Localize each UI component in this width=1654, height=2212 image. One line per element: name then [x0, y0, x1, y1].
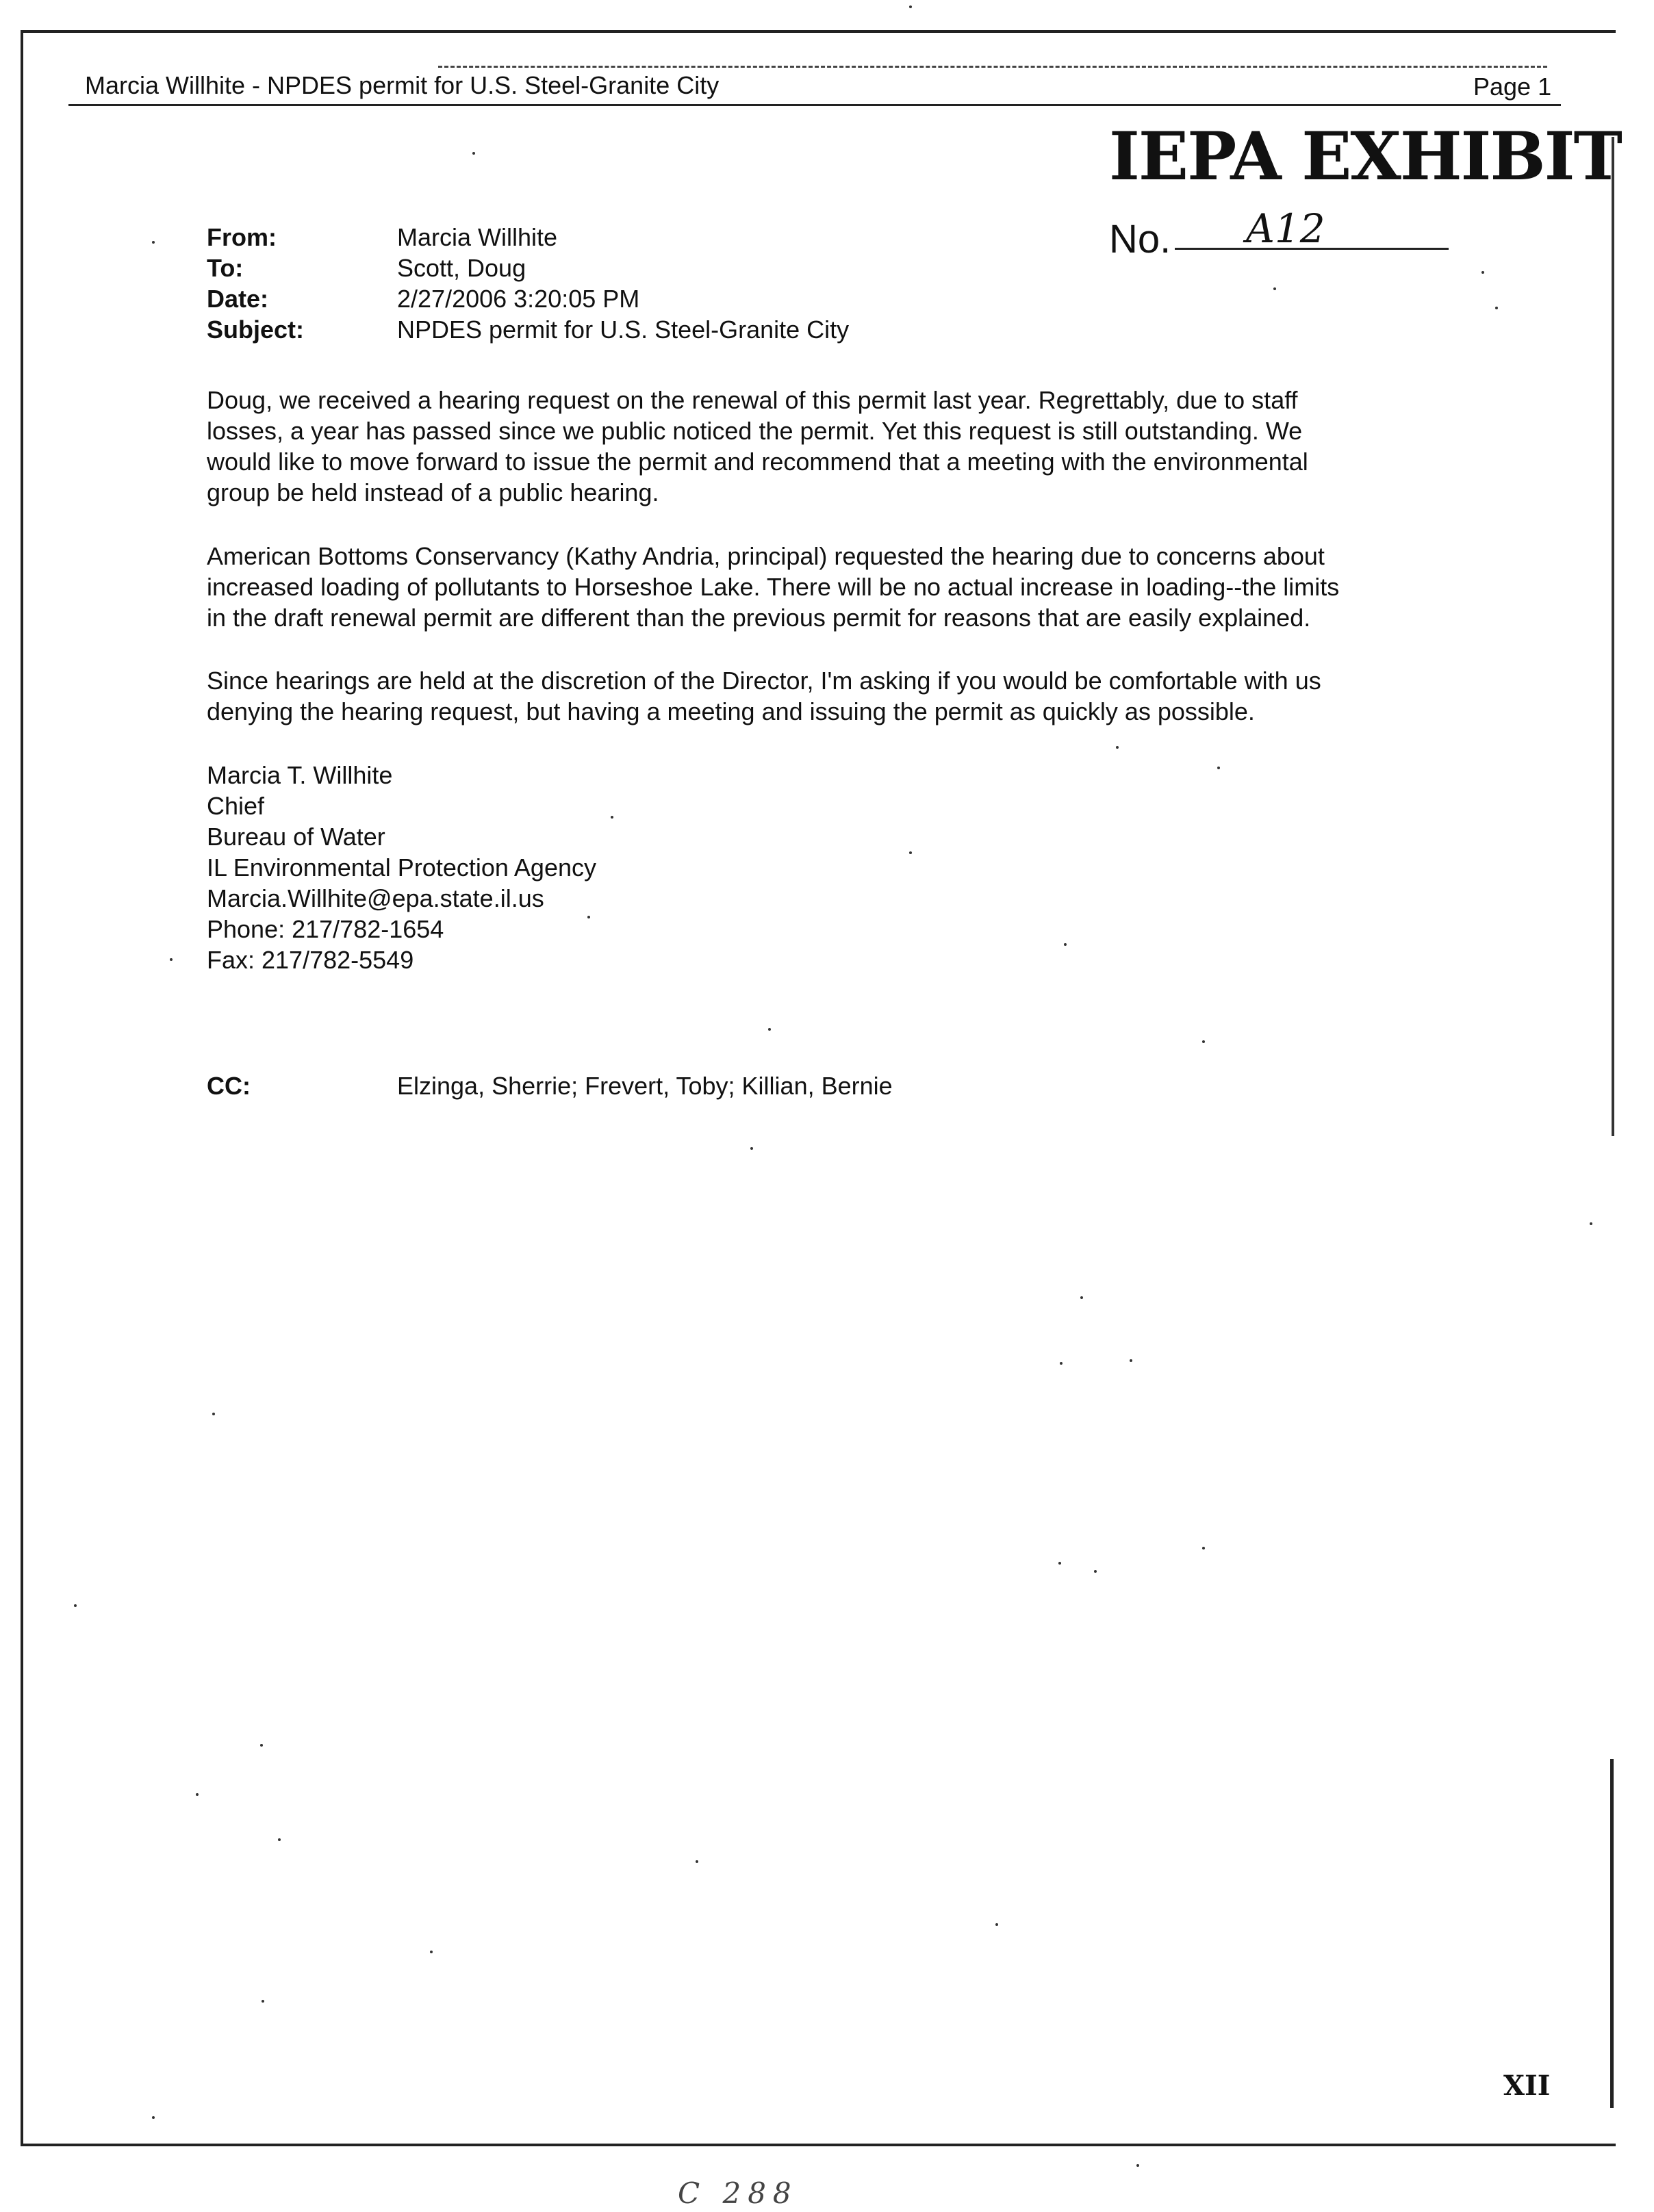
- body-paragraph-2: [207, 541, 1439, 633]
- page-border-bottom: [21, 2144, 1616, 2146]
- scan-speck: [587, 916, 590, 918]
- body-line: Doug, we received a hearing request on the renewal of this permit last year. Regrettably, due to staff: [207, 386, 1298, 414]
- body-line: increased loading of pollutants to Horseshoe Lake. There will be no actual increase in loading--the limits: [207, 573, 1340, 601]
- header-scan-dashes: [438, 66, 1547, 68]
- to-label: To:: [207, 254, 244, 282]
- roman-numeral-marker: XII: [1503, 2070, 1551, 2102]
- from-label: From:: [207, 223, 277, 251]
- body-line: denying the hearing request, but having a meeting and issuing the permit as quickly as possible.: [207, 697, 1255, 725]
- page-border-top: [21, 30, 1616, 33]
- scan-speck: [472, 152, 475, 155]
- scan-speck: [909, 851, 912, 854]
- subject-value: NPDES permit for U.S. Steel-Granite City: [397, 316, 850, 344]
- scan-speck: [1217, 767, 1220, 769]
- scan-speck: [1058, 1562, 1061, 1565]
- body-paragraph-1: [207, 385, 1439, 508]
- exhibit-number-label: No.: [1109, 217, 1171, 261]
- scan-speck: [1094, 1570, 1097, 1573]
- signature-bureau: Bureau of Water: [207, 823, 385, 851]
- body-line: would like to move forward to issue the permit and recommend that a meeting with the environmental: [207, 448, 1308, 476]
- scan-speck: [260, 1744, 263, 1747]
- scan-speck: [611, 816, 613, 819]
- scan-speck: [74, 1604, 77, 1607]
- scan-speck: [995, 1923, 998, 1926]
- scan-speck: [196, 1793, 199, 1796]
- page-border-right: [1612, 137, 1614, 1136]
- body-line: group be held instead of a public hearing.: [207, 478, 659, 506]
- page-number: Page 1: [1473, 73, 1552, 101]
- scan-speck: [1481, 271, 1484, 274]
- from-value: Marcia Willhite: [397, 223, 558, 251]
- scan-speck: [262, 2000, 264, 2003]
- scan-speck: [1064, 943, 1067, 946]
- page-border-left: [21, 30, 23, 2145]
- exhibit-number-handwritten: A12: [1246, 205, 1325, 252]
- scan-speck: [152, 2116, 155, 2119]
- scan-speck: [212, 1413, 215, 1415]
- signature-phone: Phone: 217/782-1654: [207, 915, 444, 943]
- scan-speck: [1116, 746, 1119, 749]
- scan-speck: [430, 1951, 433, 1953]
- scan-speck: [1080, 1296, 1083, 1299]
- scan-speck: [278, 1838, 281, 1841]
- signature-agency: IL Environmental Protection Agency: [207, 853, 596, 882]
- body-line: in the draft renewal permit are different than the previous permit for reasons that are easily explained.: [207, 604, 1311, 632]
- scan-speck: [1202, 1040, 1205, 1043]
- scan-speck: [152, 241, 155, 244]
- email-header-title: Marcia Willhite - NPDES permit for U.S. Steel-Granite City: [85, 71, 720, 99]
- date-label: Date:: [207, 285, 269, 313]
- scan-speck: [1202, 1547, 1205, 1549]
- scan-speck: [1590, 1222, 1592, 1225]
- signature-title: Chief: [207, 792, 265, 820]
- body-line: losses, a year has passed since we public noticed the permit. Yet this request is still outstanding. We: [207, 417, 1303, 445]
- signature-fax: Fax: 217/782-5549: [207, 946, 414, 974]
- scan-speck: [170, 958, 173, 961]
- subject-label: Subject:: [207, 316, 305, 344]
- header-rule: [68, 104, 1561, 106]
- to-value: Scott, Doug: [397, 254, 526, 282]
- exhibit-stamp-title: IEPA EXHIBIT: [1109, 118, 1621, 195]
- signature-name: Marcia T. Willhite: [207, 761, 393, 789]
- scan-speck: [1130, 1359, 1132, 1362]
- body-line: Since hearings are held at the discretion of the Director, I'm asking if you would be comfortable with us: [207, 667, 1321, 695]
- scan-speck: [750, 1147, 753, 1150]
- cc-label: CC:: [207, 1072, 251, 1100]
- scan-speck: [1495, 307, 1498, 309]
- page-border-right-lower: [1610, 1759, 1614, 2108]
- scan-speck: [1136, 2164, 1139, 2167]
- body-paragraph-3: [207, 665, 1439, 727]
- signature-email: Marcia.Willhite@epa.state.il.us: [207, 884, 544, 912]
- cc-value: Elzinga, Sherrie; Frevert, Toby; Killian, Bernie: [397, 1072, 893, 1100]
- scan-speck: [1060, 1362, 1063, 1365]
- body-line: American Bottoms Conservancy (Kathy Andria, principal) requested the hearing due to concerns about: [207, 542, 1325, 570]
- scan-speck: [696, 1860, 698, 1863]
- scan-speck: [1273, 287, 1276, 290]
- handwritten-page-note: C 288: [678, 2176, 798, 2210]
- date-value: 2/27/2006 3:20:05 PM: [397, 285, 640, 313]
- scan-speck: [768, 1028, 771, 1031]
- signature-block: [207, 760, 596, 975]
- scan-speck: [909, 5, 912, 8]
